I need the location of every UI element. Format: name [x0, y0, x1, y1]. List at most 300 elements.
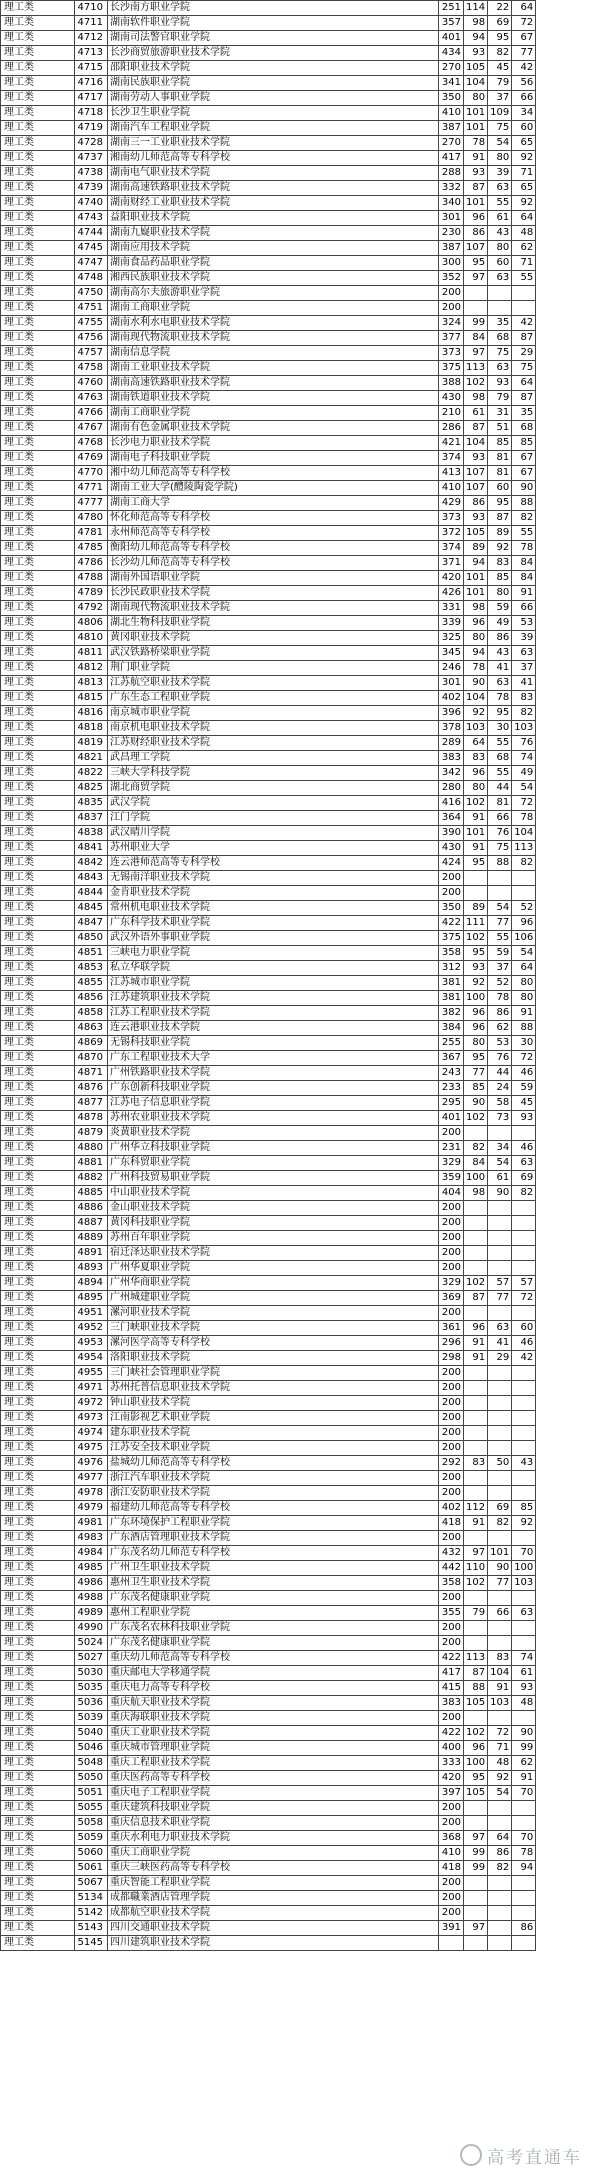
category-cell: 理工类 [1, 1501, 75, 1516]
subject-c-cell: 72 [512, 16, 536, 31]
table-row [1, 241, 536, 256]
school-name-cell: 重庆三峡医药高等专科学校 [108, 1861, 439, 1876]
table-row [1, 646, 536, 661]
min-score-cell: 374 [439, 541, 464, 556]
subject-c-cell: 69 [512, 1171, 536, 1186]
subject-a-cell: 93 [464, 961, 488, 976]
table-row [1, 1171, 536, 1186]
subject-b-cell [488, 1411, 512, 1426]
category-cell: 理工类 [1, 1756, 75, 1771]
table-row [1, 1066, 536, 1081]
subject-b-cell [488, 301, 512, 316]
subject-c-cell: 56 [512, 76, 536, 91]
school-code-cell: 4845 [75, 901, 108, 916]
school-name-cell: 炎黄职业技术学院 [108, 1126, 439, 1141]
subject-b-cell [488, 1531, 512, 1546]
school-name-cell: 湖南现代物流职业技术学院 [108, 601, 439, 616]
subject-a-cell: 112 [464, 1501, 488, 1516]
subject-b-cell: 24 [488, 1081, 512, 1096]
school-code-cell: 4751 [75, 301, 108, 316]
school-name-cell: 湖南司法警官职业学院 [108, 31, 439, 46]
school-name-cell: 湖南电气职业技术学院 [108, 166, 439, 181]
subject-a-cell: 97 [464, 1921, 488, 1936]
subject-b-cell: 63 [488, 676, 512, 691]
subject-a-cell: 101 [464, 196, 488, 211]
table-row [1, 1486, 536, 1501]
school-code-cell: 5040 [75, 1726, 108, 1741]
subject-b-cell [488, 1486, 512, 1501]
category-cell: 理工类 [1, 256, 75, 271]
school-code-cell: 4974 [75, 1426, 108, 1441]
subject-b-cell: 83 [488, 1651, 512, 1666]
category-cell: 理工类 [1, 406, 75, 421]
table-row [1, 1096, 536, 1111]
table-row [1, 1891, 536, 1906]
subject-a-cell: 84 [464, 331, 488, 346]
subject-c-cell: 93 [512, 1681, 536, 1696]
subject-c-cell: 54 [512, 781, 536, 796]
school-name-cell: 漯河职业技术学院 [108, 1306, 439, 1321]
subject-a-cell: 107 [464, 241, 488, 256]
school-name-cell: 湖南水利水电职业技术学院 [108, 316, 439, 331]
category-cell: 理工类 [1, 1096, 75, 1111]
min-score-cell: 200 [439, 1246, 464, 1261]
table-row [1, 1861, 536, 1876]
school-code-cell: 4843 [75, 871, 108, 886]
subject-a-cell [464, 1381, 488, 1396]
min-score-cell: 375 [439, 931, 464, 946]
min-score-cell: 289 [439, 736, 464, 751]
category-cell: 理工类 [1, 106, 75, 121]
subject-c-cell: 88 [512, 496, 536, 511]
table-row [1, 976, 536, 991]
school-code-cell: 4869 [75, 1036, 108, 1051]
school-name-cell: 苏州托普信息职业技术学院 [108, 1381, 439, 1396]
table-row [1, 1126, 536, 1141]
category-cell: 理工类 [1, 346, 75, 361]
table-row [1, 856, 536, 871]
subject-a-cell [464, 1126, 488, 1141]
min-score-cell: 200 [439, 1441, 464, 1456]
subject-a-cell [464, 1591, 488, 1606]
table-row [1, 61, 536, 76]
subject-b-cell [488, 1816, 512, 1831]
category-cell: 理工类 [1, 76, 75, 91]
subject-a-cell [464, 1231, 488, 1246]
min-score-cell: 200 [439, 286, 464, 301]
min-score-cell: 383 [439, 751, 464, 766]
category-cell: 理工类 [1, 616, 75, 631]
subject-c-cell: 46 [512, 1141, 536, 1156]
category-cell: 理工类 [1, 1291, 75, 1306]
subject-a-cell: 99 [464, 1861, 488, 1876]
min-score-cell: 295 [439, 1096, 464, 1111]
subject-b-cell: 51 [488, 421, 512, 436]
table-row [1, 1111, 536, 1126]
subject-c-cell [512, 1426, 536, 1441]
table-row [1, 271, 536, 286]
school-code-cell: 4842 [75, 856, 108, 871]
category-cell: 理工类 [1, 1036, 75, 1051]
school-code-cell: 5059 [75, 1831, 108, 1846]
min-score-cell: 358 [439, 946, 464, 961]
subject-b-cell: 63 [488, 361, 512, 376]
category-cell: 理工类 [1, 676, 75, 691]
subject-a-cell: 98 [464, 16, 488, 31]
school-code-cell: 4816 [75, 706, 108, 721]
min-score-cell: 417 [439, 1666, 464, 1681]
school-name-cell: 重庆航天职业技术学院 [108, 1696, 439, 1711]
school-name-cell: 苏州百年职业学院 [108, 1231, 439, 1246]
min-score-cell: 387 [439, 121, 464, 136]
category-cell: 理工类 [1, 226, 75, 241]
table-row [1, 1156, 536, 1171]
table-row [1, 1231, 536, 1246]
subject-c-cell: 55 [512, 526, 536, 541]
subject-a-cell: 101 [464, 586, 488, 601]
school-name-cell: 湖南信息学院 [108, 346, 439, 361]
min-score-cell: 210 [439, 406, 464, 421]
table-row [1, 1201, 536, 1216]
school-name-cell: 私立华联学院 [108, 961, 439, 976]
table-row [1, 1546, 536, 1561]
school-code-cell: 5046 [75, 1741, 108, 1756]
table-row [1, 1771, 536, 1786]
subject-c-cell: 70 [512, 1831, 536, 1846]
school-name-cell: 盐城幼儿师范高等专科学校 [108, 1456, 439, 1471]
subject-b-cell: 95 [488, 31, 512, 46]
min-score-cell: 422 [439, 1726, 464, 1741]
min-score-cell: 312 [439, 961, 464, 976]
category-cell: 理工类 [1, 1606, 75, 1621]
table-row [1, 1411, 536, 1426]
category-cell: 理工类 [1, 1771, 75, 1786]
subject-b-cell: 81 [488, 451, 512, 466]
min-score-cell: 387 [439, 241, 464, 256]
category-cell: 理工类 [1, 766, 75, 781]
subject-a-cell: 92 [464, 706, 488, 721]
min-score-cell: 368 [439, 1831, 464, 1846]
category-cell: 理工类 [1, 391, 75, 406]
school-code-cell: 4877 [75, 1096, 108, 1111]
subject-b-cell [488, 1126, 512, 1141]
school-name-cell: 长沙民政职业技术学院 [108, 586, 439, 601]
subject-b-cell: 109 [488, 106, 512, 121]
table-row [1, 1426, 536, 1441]
subject-c-cell: 78 [512, 811, 536, 826]
school-name-cell: 广东科贸职业学院 [108, 1156, 439, 1171]
table-row [1, 706, 536, 721]
subject-c-cell [512, 1891, 536, 1906]
subject-a-cell [464, 1216, 488, 1231]
table-row [1, 886, 536, 901]
school-name-cell: 湘中幼儿师范高等专科学校 [108, 466, 439, 481]
subject-b-cell: 69 [488, 1501, 512, 1516]
school-code-cell: 4985 [75, 1561, 108, 1576]
subject-b-cell: 60 [488, 481, 512, 496]
subject-b-cell [488, 871, 512, 886]
subject-b-cell [488, 1621, 512, 1636]
subject-c-cell [512, 1411, 536, 1426]
table-row [1, 166, 536, 181]
subject-a-cell: 87 [464, 1666, 488, 1681]
school-name-cell: 江南影视艺术职业学院 [108, 1411, 439, 1426]
school-code-cell: 5055 [75, 1801, 108, 1816]
subject-a-cell: 87 [464, 181, 488, 196]
school-code-cell: 4813 [75, 676, 108, 691]
min-score-cell: 426 [439, 586, 464, 601]
subject-b-cell: 101 [488, 1546, 512, 1561]
subject-a-cell [464, 1636, 488, 1651]
subject-a-cell: 96 [464, 766, 488, 781]
min-score-cell: 430 [439, 391, 464, 406]
school-code-cell: 4792 [75, 601, 108, 616]
school-name-cell: 广东茂名幼儿师范专科学校 [108, 1546, 439, 1561]
subject-c-cell: 85 [512, 436, 536, 451]
school-code-cell: 5027 [75, 1651, 108, 1666]
school-name-cell: 重庆信息技术职业学院 [108, 1816, 439, 1831]
subject-c-cell: 80 [512, 976, 536, 991]
subject-a-cell: 91 [464, 811, 488, 826]
subject-a-cell: 94 [464, 556, 488, 571]
subject-b-cell: 95 [488, 496, 512, 511]
subject-c-cell: 84 [512, 556, 536, 571]
school-name-cell: 金山职业技术学院 [108, 1201, 439, 1216]
category-cell: 理工类 [1, 1351, 75, 1366]
table-row [1, 1786, 536, 1801]
table-row [1, 1756, 536, 1771]
school-name-cell: 中山职业技术学院 [108, 1186, 439, 1201]
table-row [1, 1381, 536, 1396]
min-score-cell: 340 [439, 196, 464, 211]
subject-c-cell [512, 871, 536, 886]
subject-c-cell [512, 1486, 536, 1501]
table-row [1, 1876, 536, 1891]
subject-b-cell: 81 [488, 796, 512, 811]
school-name-cell: 武昌理工学院 [108, 751, 439, 766]
subject-a-cell: 102 [464, 1576, 488, 1591]
table-row [1, 376, 536, 391]
school-name-cell: 黄冈科技职业学院 [108, 1216, 439, 1231]
category-cell: 理工类 [1, 991, 75, 1006]
subject-b-cell: 55 [488, 196, 512, 211]
subject-a-cell: 94 [464, 31, 488, 46]
school-name-cell: 成都航空职业技术学院 [108, 1906, 439, 1921]
category-cell: 理工类 [1, 1456, 75, 1471]
table-row [1, 631, 536, 646]
school-name-cell: 广州华商职业学院 [108, 1276, 439, 1291]
subject-b-cell: 41 [488, 661, 512, 676]
subject-b-cell: 29 [488, 1351, 512, 1366]
subject-b-cell: 91 [488, 1681, 512, 1696]
subject-c-cell: 60 [512, 121, 536, 136]
min-score-cell: 301 [439, 676, 464, 691]
subject-b-cell [488, 1441, 512, 1456]
category-cell: 理工类 [1, 1516, 75, 1531]
subject-a-cell [464, 1366, 488, 1381]
school-code-cell: 4855 [75, 976, 108, 991]
school-name-cell: 重庆水利电力职业技术学院 [108, 1831, 439, 1846]
table-row [1, 1306, 536, 1321]
school-code-cell: 4818 [75, 721, 108, 736]
subject-c-cell: 60 [512, 1321, 536, 1336]
category-cell: 理工类 [1, 1711, 75, 1726]
subject-b-cell: 61 [488, 1171, 512, 1186]
category-cell: 理工类 [1, 1576, 75, 1591]
min-score-cell: 298 [439, 1351, 464, 1366]
category-cell: 理工类 [1, 541, 75, 556]
category-cell: 理工类 [1, 1696, 75, 1711]
category-cell: 理工类 [1, 1126, 75, 1141]
subject-b-cell: 44 [488, 781, 512, 796]
subject-c-cell: 78 [512, 541, 536, 556]
subject-b-cell: 48 [488, 1756, 512, 1771]
subject-c-cell [512, 1201, 536, 1216]
subject-b-cell: 58 [488, 1096, 512, 1111]
subject-a-cell: 61 [464, 406, 488, 421]
subject-a-cell [464, 1816, 488, 1831]
category-cell: 理工类 [1, 1891, 75, 1906]
school-code-cell: 4863 [75, 1021, 108, 1036]
subject-c-cell: 82 [512, 706, 536, 721]
subject-a-cell: 93 [464, 166, 488, 181]
subject-b-cell: 34 [488, 1141, 512, 1156]
subject-a-cell: 105 [464, 1696, 488, 1711]
subject-a-cell [464, 1201, 488, 1216]
category-cell: 理工类 [1, 46, 75, 61]
min-score-cell: 415 [439, 1681, 464, 1696]
table-row [1, 1681, 536, 1696]
school-code-cell: 4882 [75, 1171, 108, 1186]
subject-a-cell: 97 [464, 1831, 488, 1846]
subject-a-cell: 103 [464, 721, 488, 736]
min-score-cell: 342 [439, 766, 464, 781]
subject-a-cell: 96 [464, 1321, 488, 1336]
subject-b-cell: 75 [488, 841, 512, 856]
school-code-cell: 4851 [75, 946, 108, 961]
subject-a-cell: 95 [464, 1051, 488, 1066]
table-row [1, 196, 536, 211]
min-score-cell: 421 [439, 436, 464, 451]
subject-b-cell: 37 [488, 961, 512, 976]
category-cell: 理工类 [1, 361, 75, 376]
school-code-cell: 5048 [75, 1756, 108, 1771]
category-cell: 理工类 [1, 1321, 75, 1336]
subject-b-cell: 79 [488, 391, 512, 406]
subject-b-cell: 80 [488, 151, 512, 166]
table-row [1, 1276, 536, 1291]
school-name-cell: 湖南高速铁路职业技术学院 [108, 376, 439, 391]
subject-c-cell: 103 [512, 1576, 536, 1591]
min-score-cell: 373 [439, 511, 464, 526]
min-score-cell: 324 [439, 316, 464, 331]
category-cell: 理工类 [1, 841, 75, 856]
subject-b-cell [488, 1231, 512, 1246]
subject-c-cell: 48 [512, 1696, 536, 1711]
category-cell: 理工类 [1, 376, 75, 391]
subject-c-cell: 34 [512, 106, 536, 121]
min-score-cell: 200 [439, 1381, 464, 1396]
subject-c-cell: 82 [512, 511, 536, 526]
subject-a-cell: 91 [464, 1516, 488, 1531]
subject-c-cell [512, 1876, 536, 1891]
subject-b-cell [488, 1396, 512, 1411]
subject-a-cell [464, 1396, 488, 1411]
table-row [1, 211, 536, 226]
school-code-cell: 4755 [75, 316, 108, 331]
school-name-cell: 荆门职业学院 [108, 661, 439, 676]
min-score-cell: 200 [439, 1891, 464, 1906]
min-score-cell: 286 [439, 421, 464, 436]
min-score-cell: 333 [439, 1756, 464, 1771]
min-score-cell: 200 [439, 1306, 464, 1321]
subject-b-cell: 59 [488, 601, 512, 616]
min-score-cell: 377 [439, 331, 464, 346]
subject-a-cell [464, 1471, 488, 1486]
subject-b-cell: 86 [488, 631, 512, 646]
subject-b-cell: 72 [488, 1726, 512, 1741]
category-cell: 理工类 [1, 1666, 75, 1681]
min-score-cell: 200 [439, 1636, 464, 1651]
subject-a-cell: 105 [464, 526, 488, 541]
school-code-cell: 4781 [75, 526, 108, 541]
subject-a-cell [464, 1906, 488, 1921]
subject-a-cell: 97 [464, 271, 488, 286]
subject-c-cell: 30 [512, 1036, 536, 1051]
school-code-cell: 4835 [75, 796, 108, 811]
school-code-cell: 4819 [75, 736, 108, 751]
category-cell: 理工类 [1, 871, 75, 886]
subject-a-cell [464, 886, 488, 901]
category-cell: 理工类 [1, 1171, 75, 1186]
table-row [1, 466, 536, 481]
school-code-cell: 4971 [75, 1381, 108, 1396]
school-code-cell: 4951 [75, 1306, 108, 1321]
table-row [1, 1621, 536, 1636]
school-name-cell: 湖南软件职业学院 [108, 16, 439, 31]
subject-a-cell: 86 [464, 226, 488, 241]
subject-a-cell: 102 [464, 376, 488, 391]
subject-b-cell: 66 [488, 1606, 512, 1621]
category-cell: 理工类 [1, 436, 75, 451]
subject-b-cell: 49 [488, 616, 512, 631]
subject-b-cell: 66 [488, 811, 512, 826]
school-code-cell: 4975 [75, 1441, 108, 1456]
subject-c-cell [512, 886, 536, 901]
min-score-cell: 371 [439, 556, 464, 571]
subject-b-cell: 75 [488, 121, 512, 136]
subject-c-cell: 42 [512, 61, 536, 76]
school-code-cell: 4879 [75, 1126, 108, 1141]
subject-c-cell: 83 [512, 691, 536, 706]
min-score-cell: 331 [439, 601, 464, 616]
category-cell: 理工类 [1, 1, 75, 16]
subject-c-cell: 46 [512, 1336, 536, 1351]
school-code-cell: 4786 [75, 556, 108, 571]
school-name-cell: 湖南民族职业学院 [108, 76, 439, 91]
school-name-cell: 湖南汽车工程职业学院 [108, 121, 439, 136]
school-code-cell: 4844 [75, 886, 108, 901]
category-cell: 理工类 [1, 1141, 75, 1156]
school-code-cell: 5142 [75, 1906, 108, 1921]
school-name-cell: 江苏航空职业技术学院 [108, 676, 439, 691]
subject-b-cell: 95 [488, 706, 512, 721]
category-cell: 理工类 [1, 241, 75, 256]
school-name-cell: 湖南工业大学(醴陵陶瓷学院) [108, 481, 439, 496]
subject-a-cell: 90 [464, 1096, 488, 1111]
min-score-cell: 200 [439, 1366, 464, 1381]
school-name-cell: 湖南现代物流职业技术学院 [108, 331, 439, 346]
